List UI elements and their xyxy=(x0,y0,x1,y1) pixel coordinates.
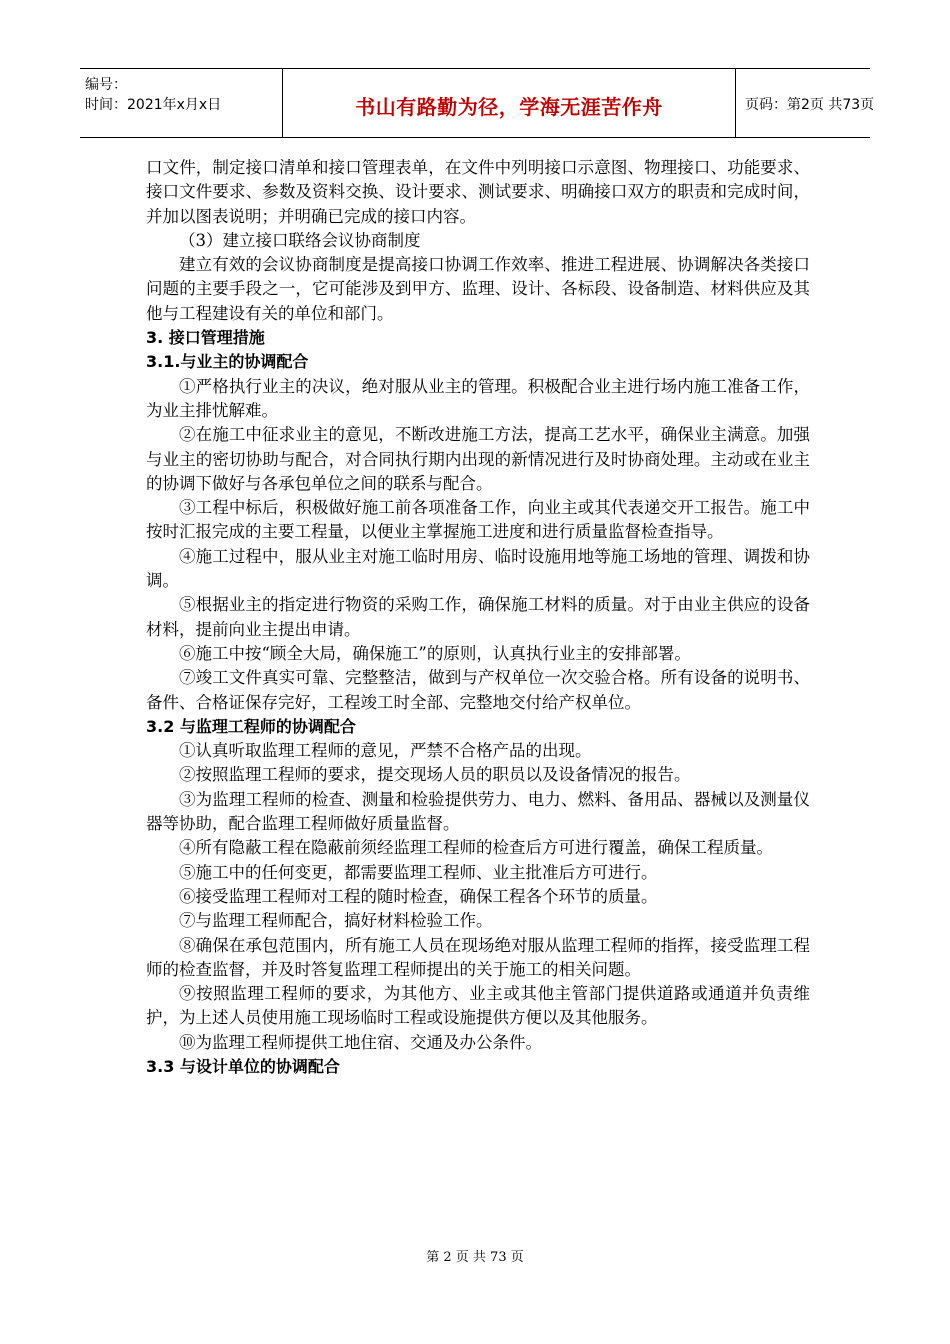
body-paragraph: ⑩为监理工程师提供工地住宿、交通及办公条件。 xyxy=(179,1032,542,1052)
header-slogan: 书山有路勤为径，学海无涯苦作舟 xyxy=(355,95,663,119)
body-paragraph: ③工程中标后，积极做好施工前各项准备工作，向业主或其代表递交开工报告。施工中按时汇报完成的主要工程量，以便业主掌握施工进度和进行质量监督检查指导。 xyxy=(146,498,810,542)
body-paragraph: ⑨按照监理工程师的要求，为其他方、业主或其他主管部门提供道路或通道并负责维护，为上述人员使用施工现场临时工程或设施提供方便以及其他服务。 xyxy=(146,984,810,1028)
body-paragraph: ⑦竣工文件真实可靠、完整整洁，做到与产权单位一次交验合格。所有设备的说明书、备件、合格证保存完好，工程竣工时全部、完整地交付给产权单位。 xyxy=(146,668,810,712)
body-paragraph: （3）建立接口联络会议协商制度 xyxy=(179,230,421,250)
body-paragraph: ⑦与监理工程师配合，搞好材料检验工作。 xyxy=(179,911,493,931)
body-paragraph: ⑥接受监理工程师对工程的随时检查，确保工程各个环节的质量。 xyxy=(179,886,658,906)
section-heading: 3.3 与设计单位的协调配合 xyxy=(146,1056,340,1076)
header-page-cell xyxy=(735,69,875,137)
document-body xyxy=(146,156,810,1079)
body-paragraph: ⑥施工中按“顾全大局，确保施工”的原则，认真执行业主的安排部署。 xyxy=(179,643,691,663)
section-heading: 3. 接口管理措施 xyxy=(146,328,265,348)
header-number-label: 编号： xyxy=(85,77,127,93)
body-paragraph: ⑧确保在承包范围内，所有施工人员在现场绝对服从监理工程师的指挥，接受监理工程师的检查监督，并及时答复监理工程师提出的关于施工的相关问题。 xyxy=(146,935,810,979)
body-paragraph: ④施工过程中，服从业主对施工临时用房、临时设施用地等施工场地的管理、调拨和协调。 xyxy=(146,546,810,591)
section-heading: 3.1.与业主的协调配合 xyxy=(146,352,309,372)
body-paragraph: 口文件，制定接口清单和接口管理表单，在文件中列明接口示意图、物理接口、功能要求、接口文件要求、参数及资料交换、设计要求、测试要求、明确接口双方的职责和完成时间，并加以图表说明；并明确已完成的接口内容。 xyxy=(146,158,810,226)
body-paragraph: ④所有隐蔽工程在隐蔽前须经监理工程师的检查后方可进行覆盖，确保工程质量。 xyxy=(179,838,773,858)
header-page-info: 页码：第2页 共73页 xyxy=(745,97,875,113)
body-paragraph: ②在施工中征求业主的意见，不断改进施工方法，提高工艺水平，确保业主满意。加强与业主的密切协助与配合，对合同执行期内出现的新情况进行及时协商处理。主动或在业主的协调下做好与各承包单位之间的联系与配合。 xyxy=(146,425,810,493)
document-header xyxy=(80,68,875,138)
body-paragraph: ①认真听取监理工程师的意见，严禁不合格产品的出现。 xyxy=(179,741,592,761)
body-paragraph: ⑤施工中的任何变更，都需要监理工程师、业主批准后方可进行。 xyxy=(179,862,658,882)
body-paragraph: ③为监理工程师的检查、测量和检验提供劳力、电力、燃料、备用品、器械以及测量仪器等协助，配合监理工程师做好质量监督。 xyxy=(146,789,810,834)
body-paragraph: ①严格执行业主的决议，绝对服从业主的管理。积极配合业主进行场内施工准备工作，为业主排忧解难。 xyxy=(146,376,810,420)
body-paragraph: 建立有效的会议协商制度是提高接口协调工作效率、推进工程进展、协调解决各类接口问题的主要手段之一，它可能涉及到甲方、监理、设计、各标段、设备制造、材料供应及其他与工程建设有关的单位和部门。 xyxy=(146,255,810,323)
header-meta-cell xyxy=(80,69,282,137)
body-paragraph: ②按照监理工程师的要求，提交现场人员的职员以及设备情况的报告。 xyxy=(179,765,691,785)
page-footer: 第 2 页 共 73 页 xyxy=(426,1250,524,1265)
header-slogan-cell xyxy=(282,69,736,137)
body-paragraph: ⑤根据业主的指定进行物资的采购工作，确保施工材料的质量。对于由业主供应的设备材料，提前向业主提出申请。 xyxy=(146,595,810,639)
section-heading: 3.2 与监理工程师的协调配合 xyxy=(146,716,356,736)
header-time-label: 时间：2021年x月x日 xyxy=(85,97,222,113)
